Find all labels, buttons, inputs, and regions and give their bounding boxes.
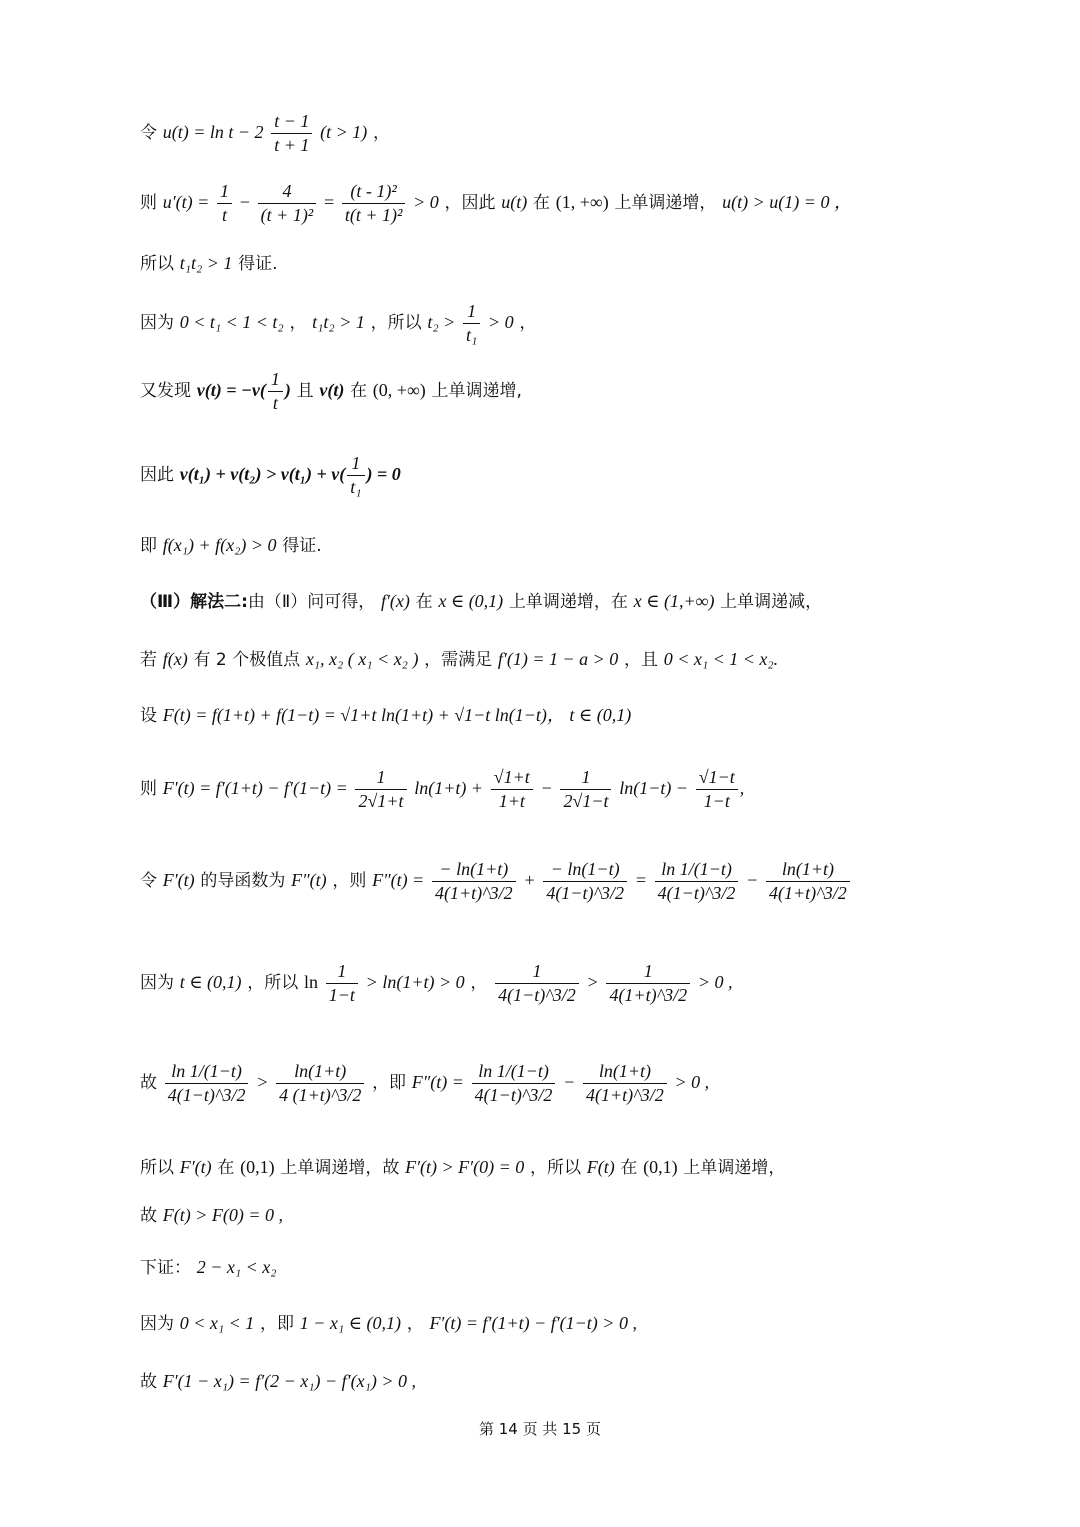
- math: F″(t) =: [372, 870, 425, 891]
- text: 上单调递增，在: [508, 592, 628, 612]
- fraction: [355, 766, 406, 812]
- math: x ∈ (0,1): [438, 591, 504, 611]
- math: F′(t): [179, 1157, 212, 1177]
- line-7: [140, 536, 322, 555]
- math: t₂ >: [427, 312, 456, 333]
- math: t₁t₂ > 1: [312, 312, 365, 333]
- numerator: ln 1/(1−t): [655, 858, 739, 882]
- text: 故: [140, 1073, 157, 1094]
- math: > 0 ,: [674, 1072, 710, 1093]
- denominator: 4(1−t)^3/2: [167, 1084, 246, 1105]
- math: F′(t) > F′(0) = 0: [405, 1157, 525, 1177]
- math: F(t): [586, 1157, 615, 1177]
- page-footer: 第 14 页 共 15 页: [478, 1420, 601, 1438]
- text: 设: [140, 706, 157, 726]
- denominator: (t + 1)²: [260, 204, 314, 225]
- text: 因为: [140, 313, 174, 334]
- text: 因此: [140, 465, 174, 486]
- line-14: [140, 1060, 709, 1106]
- math: > 0: [413, 192, 439, 213]
- denominator: t: [222, 204, 228, 225]
- math: >: [586, 972, 599, 993]
- fraction: [347, 452, 364, 498]
- denominator: 4(1−t)^3/2: [657, 882, 736, 903]
- numerator: 1: [347, 452, 364, 476]
- denominator: 4(1+t)^3/2: [586, 1084, 664, 1105]
- line-8: [140, 592, 822, 611]
- text: 故: [140, 1206, 157, 1226]
- denominator: t: [272, 392, 278, 413]
- numerator: 1: [606, 960, 690, 984]
- math: (0,1): [240, 1157, 275, 1177]
- numerator: − ln(1+t): [432, 858, 516, 882]
- math: x₁, x₂ ( x₁ < x₂ ): [305, 649, 419, 669]
- line-6: [140, 452, 401, 498]
- math: v(t) = −v(: [196, 380, 266, 401]
- fraction: [696, 766, 738, 812]
- text: 因为: [140, 1314, 174, 1334]
- line-3: [140, 254, 278, 273]
- fraction: [766, 858, 850, 904]
- math: F′(t) = f′(1+t) − f′(1−t) =: [162, 778, 348, 799]
- denominator: 4(1−t)^3/2: [474, 1084, 553, 1105]
- text: 上单调递增，: [614, 193, 717, 214]
- math: F′(1 − x₁) = f′(2 − x₁) − f′(x₁) > 0 ,: [162, 1371, 416, 1391]
- line-16: [140, 1206, 283, 1225]
- math: F″(t): [291, 870, 327, 891]
- fraction: [342, 180, 406, 226]
- math: −: [746, 870, 759, 891]
- text: 在: [620, 1158, 638, 1178]
- line-9: [140, 650, 778, 669]
- denominator: 1−t: [703, 790, 730, 811]
- numerator: 1: [326, 960, 358, 984]
- math: F′(t): [162, 870, 195, 891]
- math: (0,1): [643, 1157, 678, 1177]
- text: 下证：: [140, 1258, 191, 1278]
- numerator: t − 1: [271, 110, 312, 134]
- text: ，所以: [529, 1158, 581, 1178]
- math: >: [256, 1072, 269, 1093]
- math: > 0: [487, 312, 514, 333]
- text: ，: [406, 1314, 424, 1334]
- fraction: [583, 1060, 667, 1106]
- denominator: 2√1−t: [563, 790, 609, 811]
- fraction: [655, 858, 739, 904]
- text: 又发现: [140, 381, 191, 402]
- math: x ∈ (1,+∞): [633, 591, 715, 611]
- math: u(t) = ln t − 2: [162, 122, 264, 143]
- text: 在: [217, 1158, 235, 1178]
- fraction: [268, 368, 283, 414]
- denominator: 4(1+t)^3/2: [609, 984, 688, 1005]
- math: F′(t) = f′(1+t) − f′(1−t) > 0 ,: [429, 1313, 637, 1333]
- math: ,: [739, 778, 745, 799]
- text: 即: [140, 536, 157, 556]
- text: 由（Ⅱ）问可得，: [247, 592, 376, 612]
- numerator: √1−t: [696, 766, 738, 790]
- text: 则: [140, 193, 157, 214]
- numerator: (t - 1)²: [342, 180, 406, 204]
- denominator: 4(1−t)^3/2: [546, 882, 625, 903]
- fraction: [276, 1060, 364, 1106]
- text: 在: [350, 381, 368, 402]
- text: 故: [140, 1372, 157, 1392]
- line-18: [140, 1314, 637, 1333]
- text: ，: [519, 313, 537, 334]
- text: 上单调递增，: [683, 1158, 786, 1178]
- section-heading: （Ⅲ）解法二:: [140, 592, 248, 612]
- math: ln(1+t) +: [414, 778, 484, 799]
- denominator: t + 1: [274, 134, 310, 155]
- fraction: [165, 1060, 249, 1106]
- text: 得证.: [238, 254, 278, 274]
- numerator: ln 1/(1−t): [472, 1060, 556, 1084]
- math: ln: [304, 972, 319, 993]
- fraction: [326, 960, 358, 1006]
- text: ，所以: [247, 973, 299, 994]
- line-10: [140, 706, 631, 725]
- math: (t > 1): [320, 122, 368, 143]
- math: v(t): [319, 380, 345, 401]
- text: 且: [296, 381, 314, 402]
- math: 2 − x₁ < x₂: [196, 1257, 277, 1277]
- text: ，即: [260, 1314, 295, 1334]
- text: ，且: [624, 650, 659, 670]
- text: 在: [415, 592, 433, 612]
- numerator: 1: [463, 300, 480, 324]
- numerator: 1: [560, 766, 611, 790]
- fraction: [217, 180, 232, 226]
- line-2: 则 u′(t) = $\frac{1}{t}$ − $\frac{4}{\text{(t + 1)²}}$ = $\frac{\text{(t - 1)²}}{\text{t(t + 1)²}}$ > 0 ，因此 u(t) 在 (1, +∞) 上单调递增， u(t) > u(1) = 0 ，: [140, 181, 852, 225]
- text: ，即: [372, 1073, 407, 1094]
- denominator: 4(1−t)^3/2: [498, 984, 576, 1005]
- fraction: [258, 180, 317, 226]
- denominator: t₁: [465, 324, 478, 345]
- math: −: [540, 778, 553, 799]
- text: ，: [470, 973, 488, 994]
- text: 所以: [140, 254, 174, 274]
- line-1: [140, 110, 390, 156]
- text: 令: [140, 123, 157, 144]
- math: > 0 ,: [697, 972, 733, 993]
- text: ，所以: [370, 313, 422, 334]
- line-15: [140, 1158, 785, 1177]
- math: f′(1) = 1 − a > 0: [497, 649, 619, 669]
- fraction: [606, 960, 690, 1006]
- line-11: [140, 766, 744, 812]
- math: u(t) > u(1) = 0 ，: [722, 192, 852, 213]
- fraction: [560, 766, 611, 812]
- numerator: 1: [495, 960, 579, 984]
- math: (0, +∞): [372, 380, 426, 401]
- math: +: [523, 870, 536, 891]
- math: F″(t) =: [411, 1072, 464, 1093]
- text: ，: [289, 313, 307, 334]
- text: 因为: [140, 973, 174, 994]
- math: 0 < x₁ < 1 < x₂.: [663, 649, 779, 669]
- text: 则: [140, 779, 157, 800]
- line-12: [140, 858, 852, 904]
- math: 0 < x₁ < 1: [179, 1313, 255, 1333]
- math: t₁t₂ > 1: [179, 253, 233, 273]
- denominator: t₁: [350, 476, 362, 497]
- text: 所以: [140, 1158, 174, 1178]
- math: f(x₁) + f(x₂) > 0: [162, 535, 277, 555]
- numerator: ln 1/(1−t): [165, 1060, 249, 1084]
- math: 0 < t₁ < 1 < t₂: [179, 312, 284, 333]
- math: ln(1−t) −: [619, 778, 688, 799]
- text: ，需满足: [424, 650, 493, 670]
- line-19: [140, 1372, 416, 1391]
- fraction: [543, 858, 627, 904]
- text: 有 2 个极值点: [193, 650, 301, 670]
- numerator: − ln(1−t): [543, 858, 627, 882]
- denominator: 1+t: [498, 790, 525, 811]
- numerator: 1: [355, 766, 406, 790]
- line-17: [140, 1258, 277, 1277]
- denominator: t(t + 1)²: [344, 204, 403, 225]
- math: u(t): [501, 192, 528, 213]
- text: 上单调递增,: [431, 381, 522, 402]
- text: 得证.: [282, 536, 322, 556]
- text: 令: [140, 871, 157, 892]
- denominator: 4(1+t)^3/2: [434, 882, 513, 903]
- text: 在: [532, 193, 550, 214]
- math: 1 − x₁ ∈ (0,1): [299, 1313, 401, 1333]
- math: (1, +∞): [555, 192, 609, 213]
- numerator: ln(1+t): [583, 1060, 667, 1084]
- numerator: ln(1+t): [276, 1060, 364, 1084]
- fraction: [495, 960, 579, 1006]
- numerator: 1: [268, 368, 283, 392]
- math: > ln(1+t) > 0: [365, 972, 465, 993]
- math: =: [634, 870, 647, 891]
- math: t ∈ (0,1): [179, 972, 242, 993]
- math: ) = 0: [366, 464, 401, 485]
- fraction: [463, 300, 480, 346]
- text: ，则: [332, 871, 367, 892]
- numerator: ln(1+t): [766, 858, 850, 882]
- math: f(x): [162, 649, 188, 669]
- math: F(t) = f(1+t) + f(1−t) = √1+t ln(1+t) + √1−t ln(1−t)， t ∈ (0,1): [162, 705, 632, 725]
- text: 若: [140, 650, 157, 670]
- numerator: 1: [217, 180, 232, 204]
- text: ，: [373, 123, 391, 144]
- line-5: [140, 368, 522, 414]
- math: v(t₁) + v(t₂) > v(t₁) + v(: [179, 464, 346, 485]
- text: ，因此: [444, 193, 496, 214]
- numerator: √1+t: [491, 766, 533, 790]
- line-13: [140, 960, 733, 1006]
- denominator: 4 (1+t)^3/2: [279, 1084, 362, 1105]
- fraction: [432, 858, 516, 904]
- math: F(t) > F(0) = 0 ,: [162, 1205, 283, 1225]
- fraction: [271, 110, 312, 156]
- math: −: [563, 1072, 576, 1093]
- math: u′(t) =: [162, 192, 210, 213]
- line-4: [140, 300, 536, 346]
- numerator: 4: [258, 180, 317, 204]
- math: ): [284, 380, 291, 401]
- denominator: 2√1+t: [358, 790, 404, 811]
- fraction: [491, 766, 533, 812]
- text: 上单调递减，: [720, 592, 823, 612]
- denominator: 4(1+t)^3/2: [769, 882, 847, 903]
- text: 上单调递增，故: [280, 1158, 400, 1178]
- math: f′(x): [380, 591, 410, 611]
- text: 的导函数为: [200, 871, 286, 892]
- denominator: 1−t: [328, 984, 355, 1005]
- fraction: [472, 1060, 556, 1106]
